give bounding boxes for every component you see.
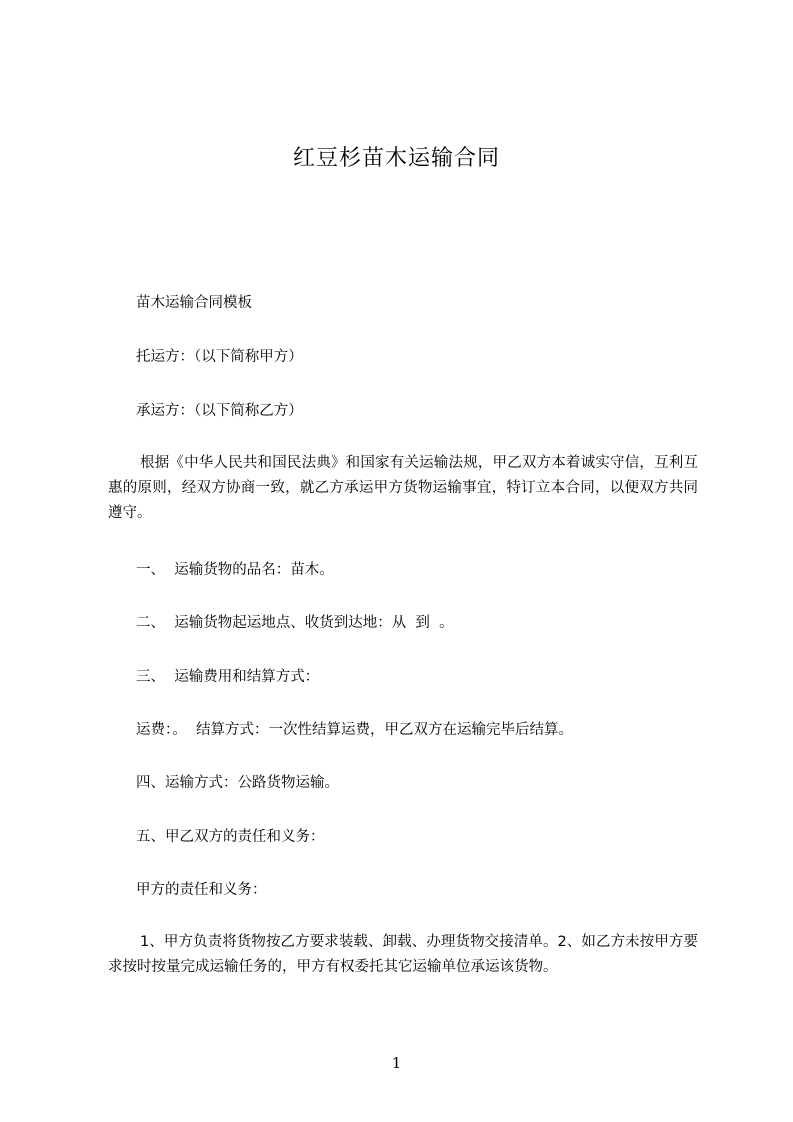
- clause-4: 四、运输方式：公路货物运输。: [136, 775, 339, 791]
- clause-5: 五、甲乙双方的责任和义务：: [136, 829, 325, 845]
- clause-2: 二、 运输货物起运地点、收货到达地：从 到 。: [136, 615, 454, 631]
- fee-line: 运费：。 结算方式：一次性结算运费，甲乙双方在运输完毕后结算。: [136, 722, 573, 738]
- document-title: 红豆杉苗木运输合同: [292, 146, 500, 171]
- page-number: 1: [391, 1054, 402, 1072]
- clause-3: 三、 运输费用和结算方式：: [136, 669, 320, 685]
- preamble-paragraph: 根据《中华人民共和国民法典》和国家有关运输法规，甲乙双方本着诚实守信，互利互惠的原则，经双方协商一致，就乙方承运甲方货物运输事宜，特订立本合同，以便双方共同遵守。: [108, 455, 698, 521]
- carrier-line: 承运方：（以下简称乙方）: [136, 403, 303, 419]
- template-heading: 苗木运输合同模板: [136, 295, 252, 311]
- clause-1: 一、 运输货物的品名：苗木。: [136, 562, 334, 578]
- party-a-heading: 甲方的责任和义务：: [136, 882, 267, 898]
- party-a-items: 1、甲方负责将货物按乙方要求装载、卸载、办理货物交接清单。2、如乙方未按甲方要求按时按量完成运输任务的，甲方有权委托其它运输单位承运该货物。: [108, 934, 698, 975]
- consignor-line: 托运方：（以下简称甲方）: [136, 349, 303, 365]
